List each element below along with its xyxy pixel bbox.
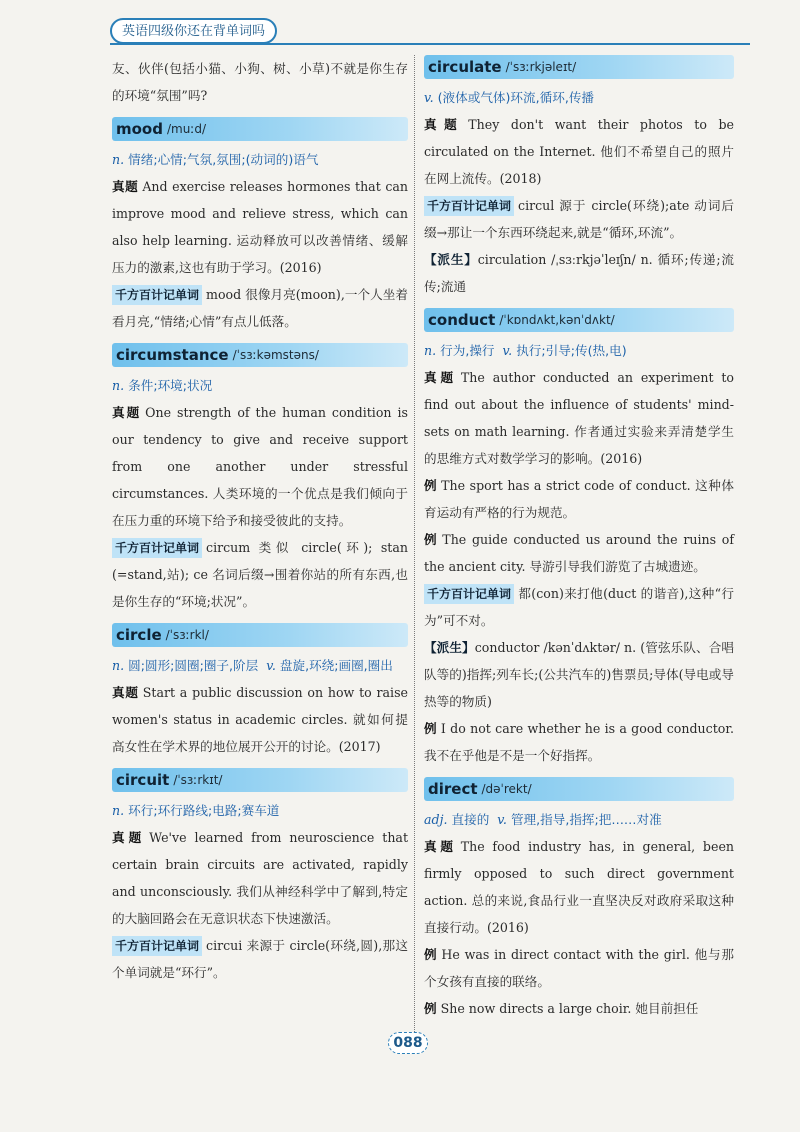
- headword-bar: [112, 343, 408, 367]
- phonetic: /muːd/: [166, 122, 207, 136]
- phonetic: /ˈsɜːrkjəleɪt/: [505, 60, 577, 74]
- exam-text: And exercise releases hormones that can improve mood and relieve stress, which can also help learning. 运动释放可以改善情绪、缓解压力的激素,这也有助于学习。(2016): [112, 179, 409, 275]
- part-of-speech: [112, 373, 408, 399]
- exam-text: The author conducted an experiment to find out about the influence of students' mind-sets on math learning. 作者通过实验来弄清楚学生的思维方式对数学学习的影响。(2016): [424, 370, 734, 466]
- memory-tip: [112, 932, 408, 986]
- book-title: 英语四级你还在背单词吗: [110, 18, 277, 44]
- exam-sentence: [424, 111, 734, 192]
- header-rule: [110, 43, 750, 45]
- exam-sentence: [112, 399, 408, 534]
- left-column: [112, 55, 408, 986]
- phonetic: /ˈsɜːrkl/: [165, 628, 209, 642]
- exam-label: 真题: [112, 830, 146, 845]
- example-text: I do not care whether he is a good conductor. 我不在乎他是不是一个好指挥。: [424, 721, 735, 763]
- headword-bar: [424, 777, 734, 801]
- example-sentence: [424, 995, 734, 1022]
- memo-label: 千方百计记单词: [424, 584, 514, 604]
- example-sentence: [424, 472, 734, 526]
- pos-meaning: 圆;圆形;圆圈;圈子,阶层: [128, 658, 259, 673]
- exam-label: 真题: [112, 405, 142, 420]
- example-label: 例: [424, 1001, 437, 1016]
- memo-label: 千方百计记单词: [112, 285, 202, 305]
- exam-sentence: [424, 364, 734, 472]
- pos-meaning: (液体或气体)环流,循环,传播: [437, 90, 595, 105]
- exam-sentence: [112, 173, 408, 281]
- derivation: [424, 634, 734, 715]
- example-text: The sport has a strict code of conduct. 这种体育运动有严格的行为规范。: [424, 478, 735, 520]
- pos-meaning: 管理,指导,指挥;把……对准: [510, 812, 662, 827]
- exam-text: They don't want their photos to be circulated on the Internet. 他们不希望自己的照片在网上流传。(2018): [424, 117, 735, 186]
- phonetic: /dəˈrekt/: [481, 782, 532, 796]
- example-label: 例: [424, 721, 437, 736]
- intro-text: 友、伙伴(包括小猫、小狗、树、小草)不就是你生存的环境“氛围”吗?: [112, 61, 408, 103]
- memory-tip: [112, 534, 408, 615]
- entry-conduct: [424, 308, 734, 769]
- pos-tag: adj.: [424, 812, 448, 827]
- exam-text: Start a public discussion on how to raise women's status in academic circles. 就如何提高女性在学术界的地位展开公开的讨论。(2017): [112, 685, 409, 754]
- headword: circle: [116, 626, 162, 644]
- page-number: 088: [388, 1032, 428, 1054]
- exam-sentence: [424, 833, 734, 941]
- memory-tip: [424, 580, 734, 634]
- pos-meaning: 盘旋,环绕;画圈,圈出: [279, 658, 393, 673]
- part-of-speech: [424, 85, 734, 111]
- headword-bar: [424, 308, 734, 332]
- right-column: [424, 55, 734, 1022]
- example-text: She now directs a large choir. 她目前担任: [440, 1001, 699, 1016]
- pos-tag: v.: [266, 658, 276, 673]
- example-sentence: [424, 715, 734, 769]
- memo-text: circum 类似 circle(环); stan (=stand,站); ce 名词后缀→围着你站的所有东西,也是你生存的“环境;状况”。: [112, 540, 408, 609]
- pos-tag: v.: [497, 812, 507, 827]
- memo-text: mood 很像月亮(moon),一个人坐着看月亮,“情绪;心情”有点儿低落。: [112, 287, 408, 329]
- headword: circuit: [116, 771, 170, 789]
- pos-meaning: 条件;环境;状况: [128, 378, 213, 393]
- exam-label: 真题: [424, 117, 465, 132]
- pos-tag: n.: [112, 658, 125, 673]
- example-sentence: [424, 526, 734, 580]
- pos-meaning: 环行;环行路线;电路;赛车道: [128, 803, 280, 818]
- exam-text: We've learned from neuroscience that certain brain circuits are activated, rapidly and unconsciously. 我们从神经科学中了解到,特定的大脑回路会在无意识状态下快速激活。: [112, 830, 409, 926]
- pos-meaning: 行为,操行: [440, 343, 495, 358]
- headword-bar: [112, 117, 408, 141]
- headword-bar: [424, 55, 734, 79]
- example-text: The guide conducted us around the ruins of the ancient city. 导游引导我们游览了古城遗迹。: [424, 532, 734, 574]
- headword: circulate: [428, 58, 502, 76]
- part-of-speech: [424, 338, 734, 364]
- part-of-speech: [112, 653, 408, 679]
- headword: direct: [428, 780, 478, 798]
- pos-meaning: 执行;引导;传(热,电): [516, 343, 627, 358]
- exam-sentence: [112, 824, 408, 932]
- derive-text: circulation /ˌsɜːrkjəˈleɪʃn/ n. 循环;传递;流传;流通: [424, 252, 735, 294]
- entry-circulate: [424, 55, 734, 300]
- example-text: He was in direct contact with the girl. 他与那个女孩有直接的联络。: [424, 947, 734, 989]
- exam-label: 真题: [424, 839, 457, 854]
- exam-label: 真题: [112, 179, 139, 194]
- pos-tag: v.: [502, 343, 513, 358]
- part-of-speech: [112, 798, 408, 824]
- headword-bar: [112, 768, 408, 792]
- entry-mood: [112, 117, 408, 335]
- entry-circle: [112, 623, 408, 760]
- example-label: 例: [424, 532, 439, 547]
- pos-tag: n.: [112, 378, 125, 393]
- pos-meaning: 情绪;心情;气氛,氛围;(动词的)语气: [128, 152, 319, 167]
- column-divider: [414, 55, 416, 1040]
- exam-label: 真题: [112, 685, 139, 700]
- derive-text: conductor /kənˈdʌktər/ n. (管弦乐队、合唱队等的)指挥;列车长;(公共汽车的)售票员;导体(导电或导热等的物质): [424, 640, 734, 709]
- headword: mood: [116, 120, 163, 138]
- derive-label: 【派生】: [424, 640, 475, 655]
- phonetic: /ˈsɜːkəmstəns/: [232, 348, 319, 362]
- example-label: 例: [424, 947, 438, 962]
- memory-tip: [424, 192, 734, 246]
- memo-label: 千方百计记单词: [112, 538, 202, 558]
- part-of-speech: [112, 147, 408, 173]
- pos-tag: n.: [112, 803, 125, 818]
- headword: circumstance: [116, 346, 229, 364]
- exam-text: One strength of the human condition is our tendency to give and receive support from one another under stressful circumstances. 人类环境的一个优点是我们倾向于在压力重的环境下给予和接受彼此的支持。: [112, 405, 408, 528]
- pos-tag: n.: [112, 152, 125, 167]
- phonetic: /ˈsɜːrkɪt/: [173, 773, 223, 787]
- headword-bar: [112, 623, 408, 647]
- example-label: 例: [424, 478, 438, 493]
- entry-circuit: [112, 768, 408, 986]
- memo-text: circul 源于 circle(环绕);ate 动词后缀→那让一个东西环绕起来,就是“循环,环流”。: [424, 198, 734, 240]
- example-sentence: [424, 941, 734, 995]
- memo-label: 千方百计记单词: [112, 936, 202, 956]
- memo-text: circui 来源于 circle(环绕,圆),那这个单词就是“环行”。: [112, 938, 408, 980]
- headword: conduct: [428, 311, 496, 329]
- exam-label: 真题: [424, 370, 457, 385]
- exam-text: The food industry has, in general, been firmly opposed to such direct government action. 总的来说,食品行业一直坚决反对政府采取这种直接行动。(2016): [424, 839, 735, 935]
- part-of-speech: [424, 807, 734, 833]
- derive-label: 【派生】: [424, 252, 478, 267]
- entry-direct: [424, 777, 734, 1022]
- memo-label: 千方百计记单词: [424, 196, 514, 216]
- pos-meaning: 直接的: [451, 812, 490, 827]
- memory-tip: [112, 281, 408, 335]
- pos-tag: v.: [424, 90, 434, 105]
- memo-text: 都(con)来打他(duct 的谐音),这种“行为”可不对。: [424, 586, 734, 628]
- pos-tag: n.: [424, 343, 437, 358]
- entry-circumstance: [112, 343, 408, 615]
- derivation: [424, 246, 734, 300]
- phonetic: /ˈkɒndʌkt,kənˈdʌkt/: [499, 313, 615, 327]
- exam-sentence: [112, 679, 408, 760]
